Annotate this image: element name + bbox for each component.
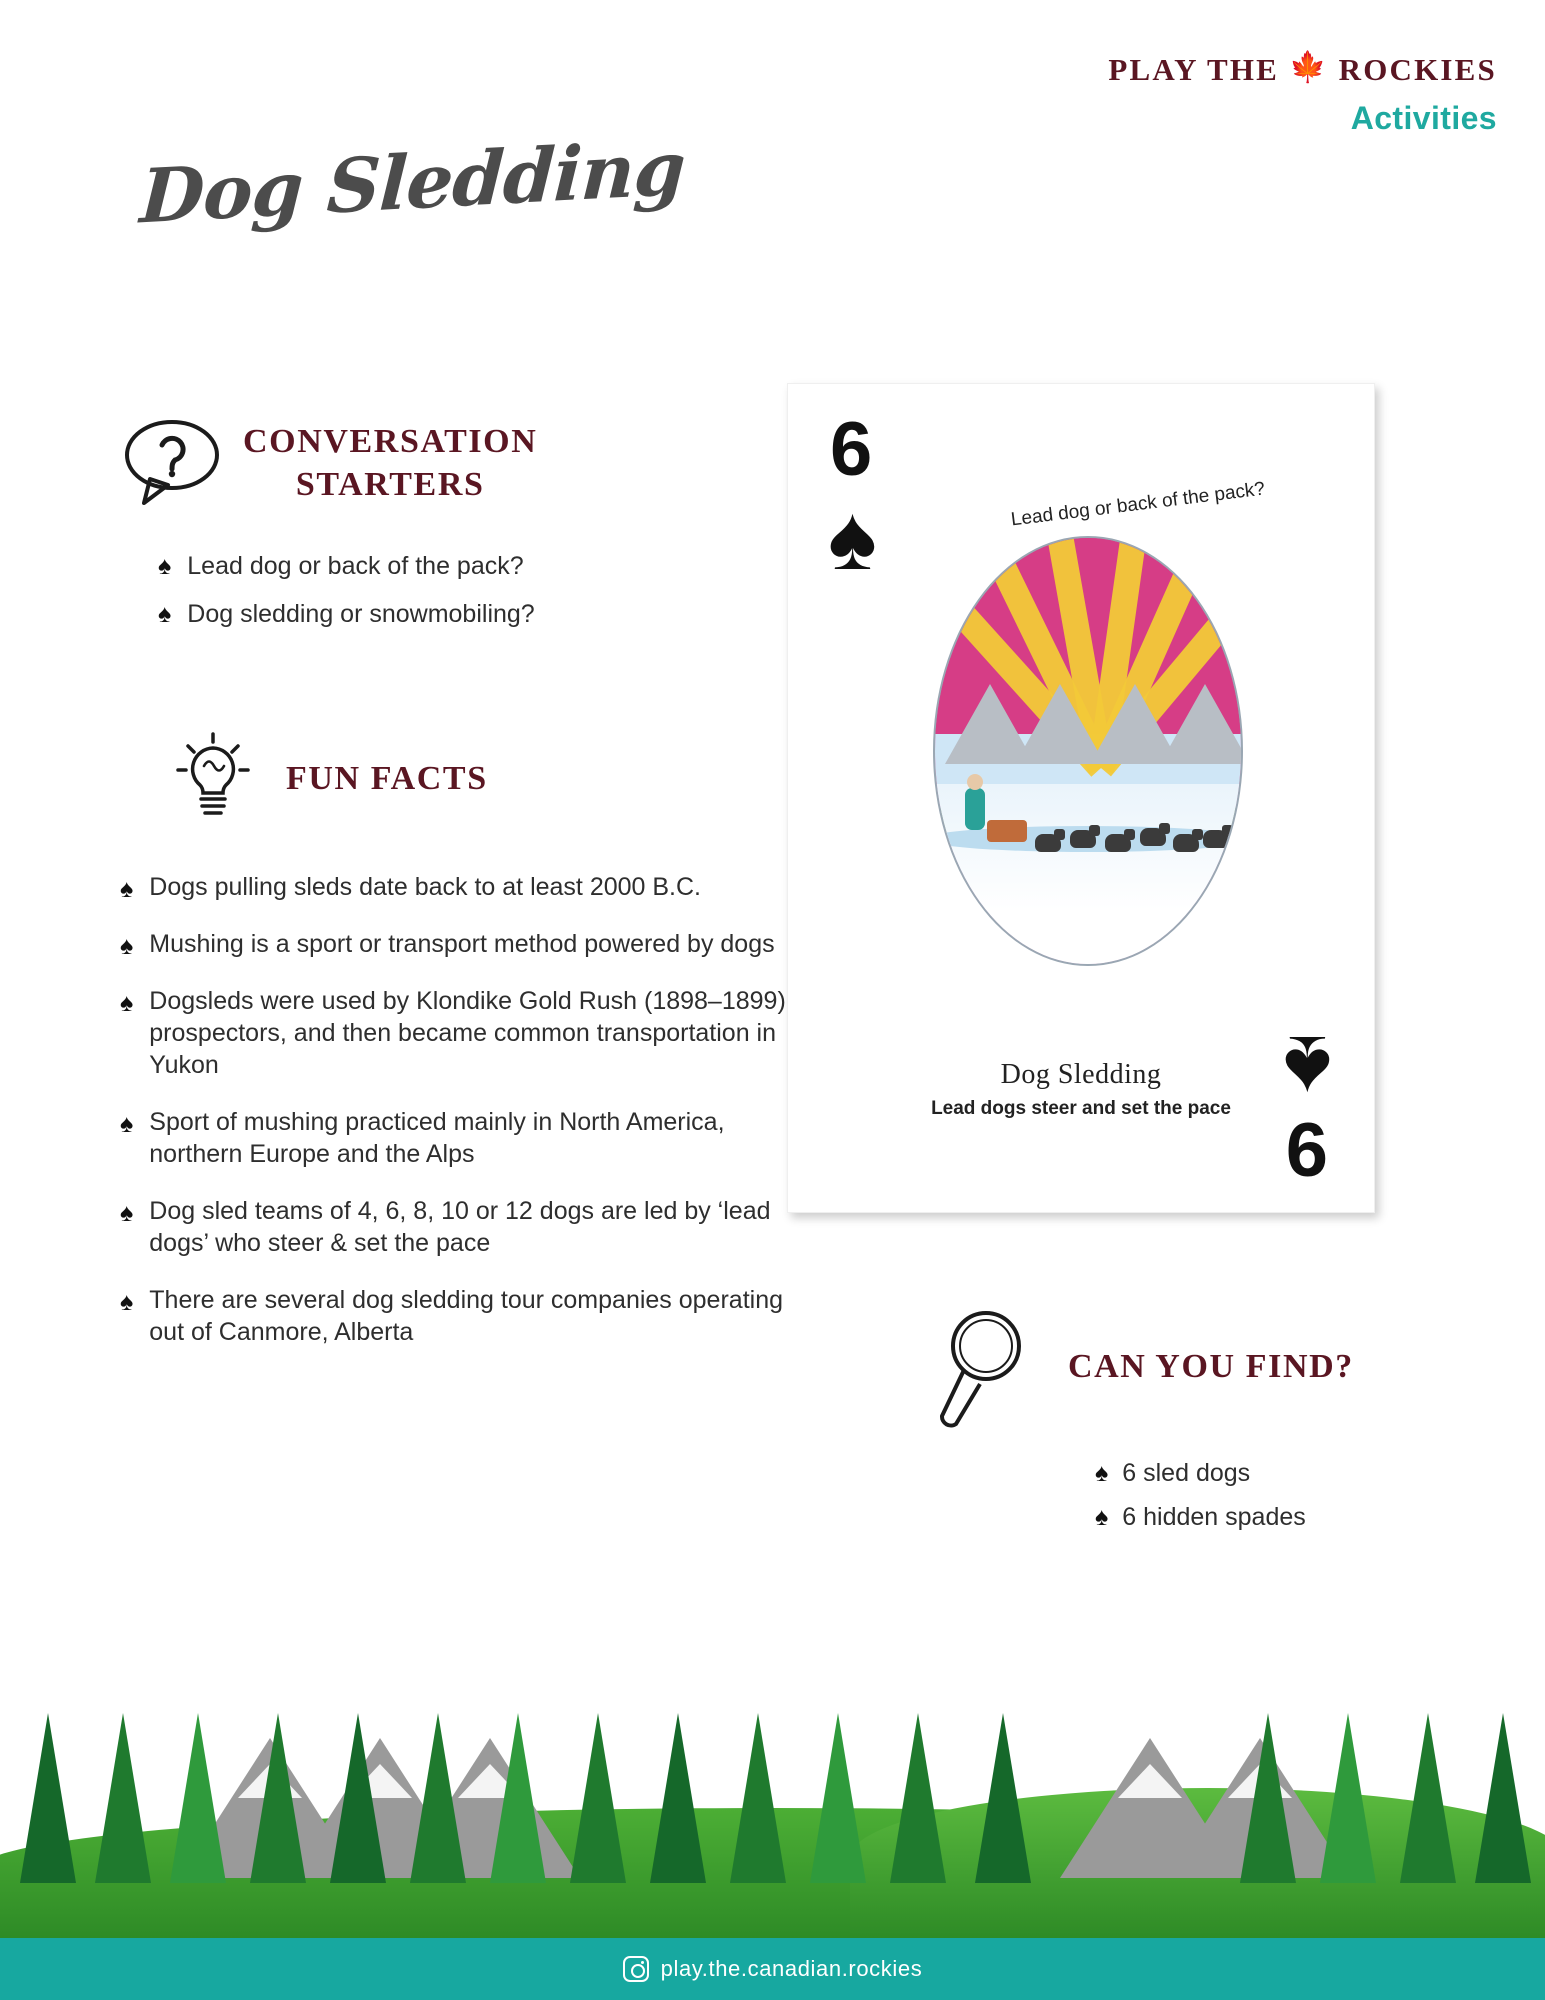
tree bbox=[490, 1713, 546, 1883]
card-caption-subtitle: Lead dogs steer and set the pace bbox=[931, 1098, 1231, 1119]
conversation-starters-list bbox=[158, 550, 840, 630]
tree bbox=[1320, 1713, 1376, 1883]
spade-icon: ♠ bbox=[120, 1288, 134, 1316]
page-title: Dog Sledding bbox=[138, 125, 687, 241]
card-rank-bottom: 6 bbox=[1285, 1108, 1328, 1193]
tree bbox=[890, 1713, 946, 1883]
conversation-starters-header bbox=[120, 415, 840, 512]
mountain bbox=[1160, 684, 1243, 764]
instagram-icon[interactable] bbox=[623, 1956, 649, 1982]
brand-title-right: ROCKIES bbox=[1338, 52, 1497, 87]
spade-icon: ♠ bbox=[120, 875, 134, 903]
list-item bbox=[120, 928, 820, 960]
fun-facts-header bbox=[158, 722, 840, 837]
speech-bubble-question-icon bbox=[120, 415, 225, 512]
playing-card-image bbox=[787, 383, 1375, 1213]
tree bbox=[170, 1713, 226, 1883]
sled-dog bbox=[1035, 834, 1061, 852]
brand-header bbox=[1108, 52, 1497, 137]
fun-facts-title: FUN FACTS bbox=[286, 760, 488, 798]
scenery-illustration bbox=[0, 1618, 1545, 1938]
list-item-label: Dog sledding or snowmobiling? bbox=[187, 600, 535, 628]
tree bbox=[570, 1713, 626, 1883]
list-item bbox=[158, 598, 840, 630]
tree bbox=[650, 1713, 706, 1883]
tree bbox=[330, 1713, 386, 1883]
sled-dog bbox=[1140, 828, 1166, 846]
tree bbox=[1240, 1713, 1296, 1883]
musher bbox=[965, 788, 985, 830]
can-you-find-header bbox=[930, 1300, 1400, 1435]
card-top-question: Lead dog or back of the pack? bbox=[1009, 478, 1267, 531]
list-item-label: Lead dog or back of the pack? bbox=[187, 552, 524, 580]
instagram-handle[interactable]: play.the.canadian.rockies bbox=[660, 1956, 923, 1981]
spade-icon: ♠ bbox=[1095, 1503, 1109, 1531]
list-item bbox=[1095, 1501, 1400, 1533]
magnifying-glass-icon bbox=[930, 1300, 1050, 1435]
list-item bbox=[120, 1106, 820, 1170]
spade-icon: ♠ bbox=[120, 932, 134, 960]
list-item bbox=[1095, 1457, 1400, 1489]
maple-leaf-icon: 🍁 bbox=[1289, 51, 1329, 84]
tree bbox=[810, 1713, 866, 1883]
can-you-find-block bbox=[930, 1300, 1400, 1545]
list-item-label: Dog sled teams of 4, 6, 8, 10 or 12 dogs are led by ‘lead dogs’ who steer & set the pace bbox=[149, 1197, 771, 1257]
tree bbox=[250, 1713, 306, 1883]
spade-icon: ♠ bbox=[1283, 1017, 1332, 1119]
can-you-find-list bbox=[1095, 1457, 1400, 1533]
list-item bbox=[120, 1195, 820, 1259]
list-item-label: 6 sled dogs bbox=[1122, 1458, 1251, 1487]
spade-icon: ♠ bbox=[158, 552, 172, 580]
spade-icon: ♠ bbox=[120, 989, 134, 1017]
conversation-starters-title bbox=[243, 421, 537, 506]
fun-facts-list bbox=[120, 871, 820, 1348]
list-item bbox=[120, 871, 820, 903]
spade-icon: ♠ bbox=[1095, 1459, 1109, 1487]
list-item-label: Dogs pulling sleds date back to at least 2000 B.C. bbox=[149, 873, 702, 901]
list-item-label: There are several dog sledding tour companies operating out of Canmore, Alberta bbox=[149, 1286, 783, 1346]
card-rank-top: 6 bbox=[830, 407, 873, 492]
tree bbox=[1400, 1713, 1456, 1883]
list-item-label: Mushing is a sport or transport method powered by dogs bbox=[149, 930, 775, 958]
footer-bar bbox=[0, 1938, 1545, 2000]
lightbulb-icon bbox=[158, 722, 268, 837]
can-you-find-title: CAN YOU FIND? bbox=[1068, 1348, 1354, 1386]
brand-title-left: PLAY THE bbox=[1108, 52, 1280, 87]
conversation-title-line2: STARTERS bbox=[295, 465, 485, 503]
list-item bbox=[120, 985, 820, 1081]
conversation-title-line1: CONVERSATION bbox=[243, 423, 538, 460]
artist-signature: ≈ bbox=[962, 913, 976, 931]
tree bbox=[95, 1713, 151, 1883]
spade-icon: ♠ bbox=[158, 600, 172, 628]
list-item bbox=[120, 1284, 820, 1348]
left-column bbox=[120, 415, 840, 1373]
brand-subtitle: Activities bbox=[1350, 100, 1497, 136]
spade-icon: ♠ bbox=[120, 1110, 134, 1138]
sled bbox=[987, 820, 1027, 842]
sled-dog bbox=[1070, 830, 1096, 848]
card-illustration bbox=[933, 536, 1243, 966]
sled-dog bbox=[1105, 834, 1131, 852]
sled-dog bbox=[1203, 830, 1229, 848]
card-caption-title: Dog Sledding bbox=[1000, 1059, 1162, 1090]
tree bbox=[20, 1713, 76, 1883]
tree bbox=[1475, 1713, 1531, 1883]
list-item-label: 6 hidden spades bbox=[1122, 1502, 1306, 1531]
brand-title bbox=[1108, 52, 1497, 88]
tree bbox=[975, 1713, 1031, 1883]
list-item-label: Dogsleds were used by Klondike Gold Rush (1898–1899) prospectors, and then became common transportation in Yukon bbox=[149, 987, 786, 1079]
sled-dog bbox=[1173, 834, 1199, 852]
tree bbox=[410, 1713, 466, 1883]
tree bbox=[730, 1713, 786, 1883]
spade-icon: ♠ bbox=[828, 487, 877, 589]
list-item bbox=[158, 550, 840, 582]
spade-icon: ♠ bbox=[120, 1199, 134, 1227]
list-item-label: Sport of mushing practiced mainly in North America, northern Europe and the Alps bbox=[149, 1108, 725, 1168]
